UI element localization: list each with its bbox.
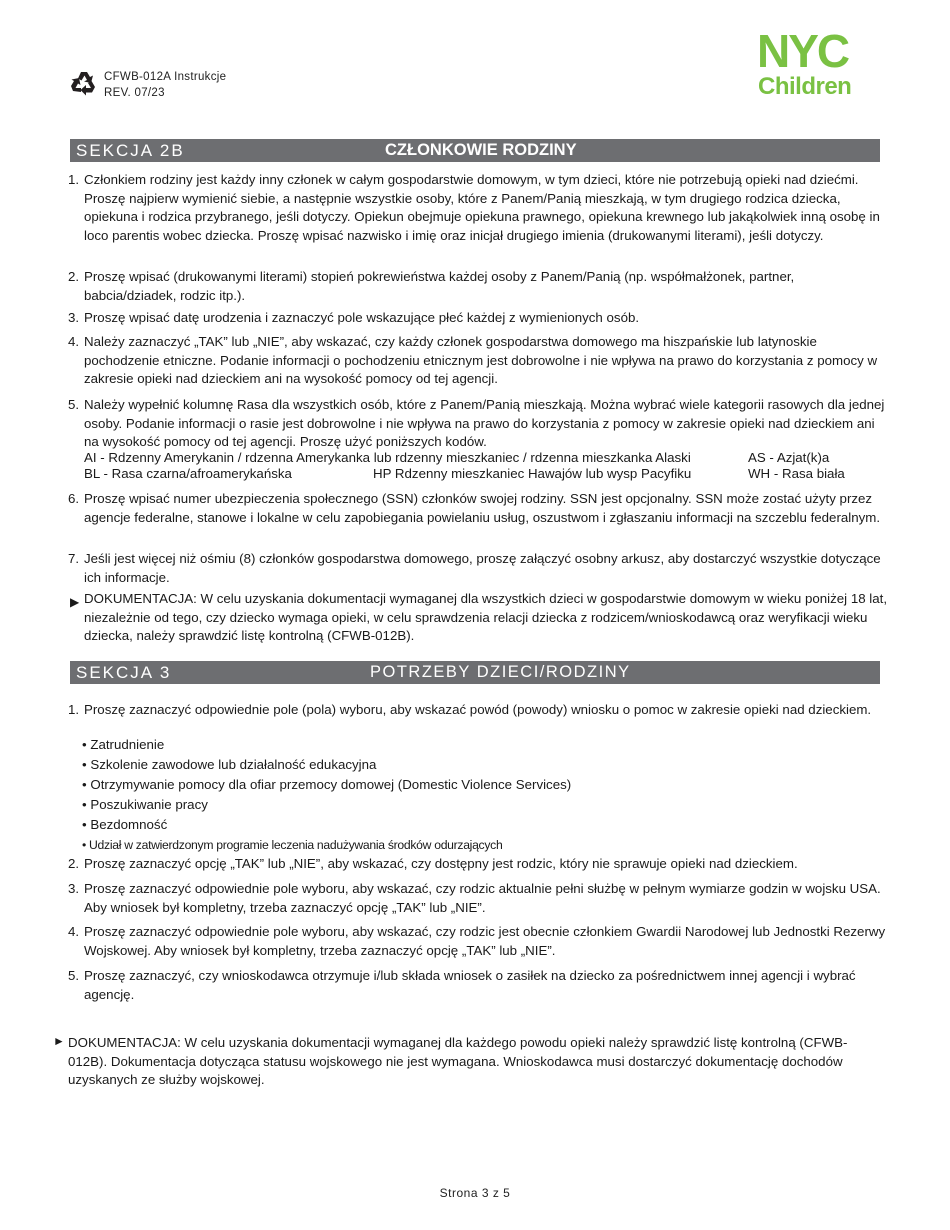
item-number: 6.: [68, 491, 80, 506]
item-number: 3.: [68, 310, 80, 325]
revision-date: 07/23: [134, 87, 165, 99]
race-code-ai: AI - Rdzenny Amerykanin / rdzenna Amerykanka lub rdzenny mieszkaniec / rdzenna mieszkanka Alaski: [84, 450, 691, 465]
item-text: Proszę wpisać datę urodzenia i zaznaczyć pole wskazujące płeć każdej z wymienionych osób.: [84, 310, 640, 325]
reason-bullet: • Poszukiwanie pracy: [82, 797, 208, 812]
race-code-bl: BL - Rasa czarna/afroamerykańska: [84, 466, 292, 481]
list-item: [68, 701, 890, 720]
item-number: 1.: [68, 172, 80, 187]
triangle-arrow-icon: ▶: [70, 595, 80, 609]
list-item: [68, 855, 890, 874]
section-2b-label: SEKCJA 2B: [76, 141, 185, 160]
item-number: 3.: [68, 881, 80, 896]
list-item: [68, 490, 890, 527]
reason-bullet: • Udział w zatwierdzonym programie leczenia nadużywania środków odurzających: [82, 838, 503, 852]
race-code-hp: HP Rdzenny mieszkaniec Hawajów lub wysp Pacyfiku: [373, 466, 692, 481]
item-text: Należy wypełnić kolumnę Rasa dla wszystkich osób, które z Panem/Panią mieszkają. Można wybrać wiele kategorii rasowych dla jednej osoby. Podanie informacji o rasie jest dobrowolne i nie wpływa na prawo do korzystania z pomocy w zakresie opieki nad dzieckiem ani na wysokość pomocy od tej agencji. Proszę użyć poniższych kodów.: [84, 397, 885, 449]
form-number: CFWB-012A Instrukcje: [104, 71, 227, 83]
documentation-note: DOKUMENTACJA: W celu uzyskania dokumentacji wymaganej dla każdego powodu opieki należy sprawdzić listę kontrolną (CFWB-012B). Dokumentacja dotycząca statusu wojskowego nie jest wymagana. Wnioskodawca musi dostarczyć dokumentację dochodów uzyskanych ze służby wojskowej.: [68, 1035, 848, 1087]
form-code: [104, 69, 226, 101]
item-text: Proszę wpisać (drukowanymi literami) stopień pokrewieństwa każdej osoby z Panem/Panią (np. współmałżonek, partner, babcia/dziadek, rodzic itp.).: [84, 269, 795, 303]
item-text: Należy zaznaczyć „TAK” lub „NIE”, aby wskazać, czy każdy członek gospodarstwa domowego ma hiszpańskie lub latynoskie pochodzenie etniczne. Podanie informacji o pochodzeniu etnicznym jest dobrowolne i nie wpływa na prawo do korzystania z pomocy w zakresie opieki nad dzieckiem ani na wysokość pomocy od tej agencji.: [84, 334, 878, 386]
list-item: [68, 171, 890, 245]
list-item: [68, 880, 890, 917]
item-text: Proszę zaznaczyć odpowiednie pole wyboru, aby wskazać, czy rodzic aktualnie pełni służbę w pełnym wymiarze godzin w wojsku USA. Aby wniosek był kompletny, trzeba zaznaczyć opcję „TAK” lub „NIE”.: [84, 881, 881, 915]
list-item: [68, 333, 890, 389]
recycle-icon: [70, 70, 98, 98]
list-item: [68, 268, 890, 305]
race-code-as: AS - Azjat(k)a: [748, 450, 830, 465]
reason-bullet: • Otrzymywanie pomocy dla ofiar przemocy domowej (Domestic Violence Services): [82, 777, 572, 792]
section-3-title: POTRZEBY DZIECI/RODZINY: [370, 663, 631, 681]
reason-bullet: • Szkolenie zawodowe lub działalność edukacyjna: [82, 757, 377, 772]
list-item: [68, 967, 890, 1004]
item-text: Proszę wpisać numer ubezpieczenia społecznego (SSN) członków swojej rodziny. SSN jest opcjonalny. SSN może zostać użyty przez agencje federalne, stanowe i lokalne w celu zapobiegania powielaniu usług, oszustwom i zgłaszaniu informacji na szczeblu federalnym.: [84, 491, 881, 525]
section-3-label: SEKCJA 3: [76, 663, 172, 682]
revision-label: REV.: [104, 87, 131, 99]
list-item: [68, 309, 890, 328]
list-item: [68, 396, 890, 452]
logo-children-text: Children: [758, 73, 852, 100]
item-text: Członkiem rodziny jest każdy inny członek w całym gospodarstwie domowym, w tym dzieci, które nie potrzebują opieki nad dziećmi. Proszę najpierw wymienić siebie, a następnie wszystkie osoby, które z Panem/Panią mieszkają, w tym drugiego rodzica dziecka, opiekuna i rodzica przybranego, jeśli dotyczy. Opiekun obejmuje opiekuna prawnego, opiekuna krewnego lub jakąkolwiek inną osobę in loco parentis wobec dziecka. Proszę wpisać nazwisko i imię oraz inicjał drugiego imienia (drukowanymi literami), jeśli dotyczy.: [84, 172, 880, 243]
item-text: Proszę zaznaczyć odpowiednie pole wyboru, aby wskazać, czy rodzic jest obecnie członkiem Gwardii Narodowej lub Jednostki Rezerwy Wojskowej. Aby wniosek był kompletny, trzeba zaznaczyć opcję „TAK” lub „NIE”.: [84, 924, 886, 958]
item-number: 2.: [68, 856, 80, 871]
nyc-children-logo: [757, 25, 893, 102]
section-2b-title: CZŁONKOWIE RODZINY: [385, 141, 577, 159]
section-3-header: [70, 661, 880, 684]
list-item: [68, 550, 890, 587]
item-number: 1.: [68, 702, 80, 717]
item-text: Proszę zaznaczyć, czy wnioskodawca otrzymuje i/lub składa wniosek o zasiłek na dziecko za pośrednictwem innej agencji i wybrać agencję.: [84, 968, 856, 1002]
item-number: 5.: [68, 397, 80, 412]
item-text: Jeśli jest więcej niż ośmiu (8) członków gospodarstwa domowego, proszę załączyć osobny arkusz, aby dostarczyć wszystkie dotyczące ich informacje.: [84, 551, 881, 585]
item-text: Proszę zaznaczyć odpowiednie pole (pola) wyboru, aby wskazać powód (powody) wniosku o pomoc w zakresie opieki nad dzieckiem.: [84, 702, 872, 717]
item-number: 2.: [68, 269, 80, 284]
logo-nyc-text: NYC: [757, 25, 849, 77]
reason-bullet: • Bezdomność: [82, 817, 168, 832]
item-number: 7.: [68, 551, 80, 566]
triangle-arrow-icon: ►: [53, 1034, 65, 1048]
section-2b-header: [70, 139, 880, 162]
documentation-note: DOKUMENTACJA: W celu uzyskania dokumentacji wymaganej dla wszystkich dzieci w gospodarstwie domowym w wieku poniżej 18 lat, niezależnie od tego, czy dziecko wymaga opieki, w celu sprawdzenia relacji dziecka z rodzicem/wnioskodawcą oraz weryfikacji wieku dziecka, należy sprawdzić listę kontrolną (CFWB-012B).: [84, 591, 888, 643]
item-number: 5.: [68, 968, 80, 983]
page-number: Strona 3 z 5: [439, 1186, 511, 1200]
item-text: Proszę zaznaczyć opcję „TAK” lub „NIE”, aby wskazać, czy dostępny jest rodzic, który nie sprawuje opieki nad dzieckiem.: [84, 856, 798, 871]
list-item: [68, 923, 890, 960]
item-number: 4.: [68, 334, 80, 349]
revision: [104, 85, 226, 101]
item-number: 4.: [68, 924, 80, 939]
reason-bullet: • Zatrudnienie: [82, 737, 165, 752]
race-code-wh: WH - Rasa biała: [748, 466, 845, 481]
